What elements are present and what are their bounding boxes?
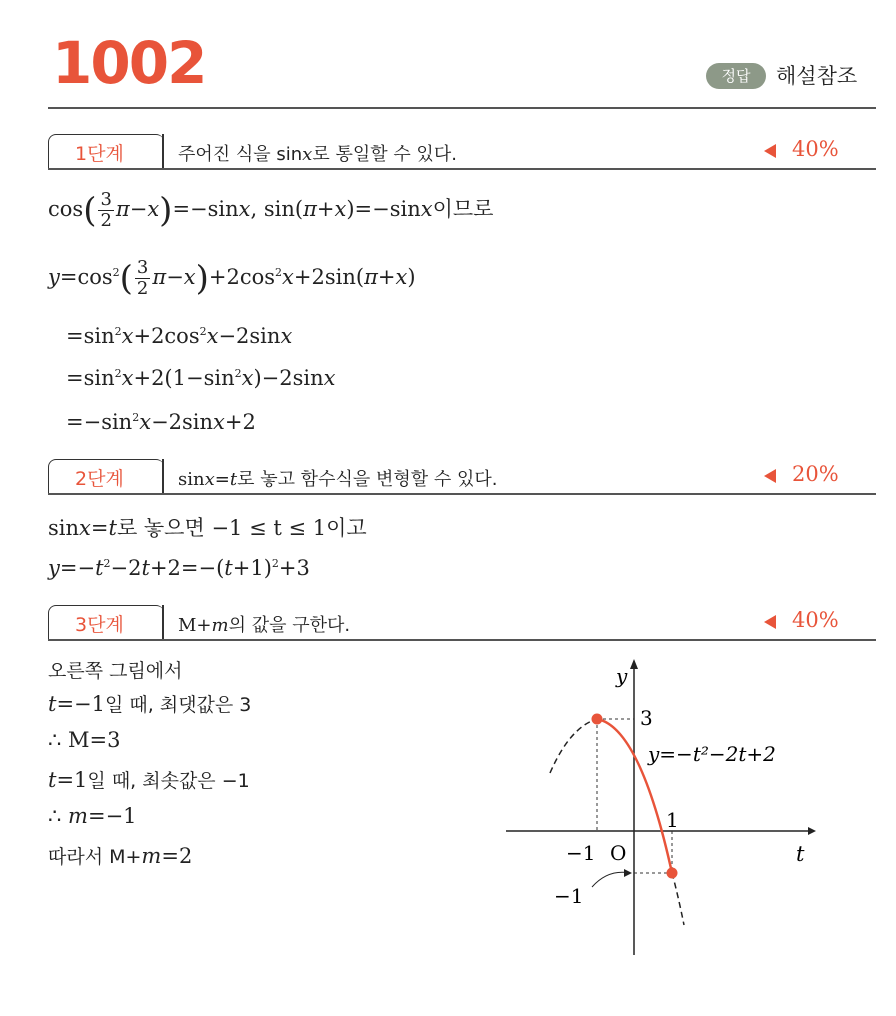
step-3-description: [178, 611, 350, 637]
origin-label: O: [610, 841, 627, 865]
step-1-desc-post: 로 통일할 수 있다.: [312, 144, 457, 165]
l4-post: =−1: [87, 804, 137, 828]
step-2-desc-var2: t: [229, 469, 238, 490]
neg-one-label: −1: [566, 841, 596, 865]
l5-post: =2: [161, 844, 193, 868]
step-3-line-5: [48, 842, 192, 869]
step-1-suffix: 이므로: [432, 196, 494, 221]
substitution-line: sinx=t로 놓으면 −1 ≤ t ≤ 1이고: [48, 516, 367, 540]
curve-equation-label: y=−t²−2t+2: [648, 742, 776, 766]
curve-left-tail: [550, 719, 597, 773]
step-1-header: [48, 134, 876, 170]
step-3-desc-pre: M+: [178, 615, 212, 636]
y-axis-arrow-icon: [630, 659, 638, 669]
step-3-line-2: ∴ M=3: [48, 728, 121, 752]
step-2-tab: [48, 459, 164, 493]
t-axis-label: t: [796, 842, 805, 866]
step-3-intro: 오른쪽 그림에서: [48, 660, 183, 682]
answer-reference: 해설참조: [776, 64, 858, 88]
curve-right-tail: [672, 873, 684, 925]
step-2-desc-pre: sin: [178, 469, 205, 490]
equation-line-2: $y=\cos^2$( $\frac{3}{2}$ $\pi-x)+2\cos^2x+2\sin(\pi+x)$: [48, 257, 416, 299]
step-2-percent: 20%: [792, 462, 839, 486]
step-3-triangle-icon: [764, 615, 776, 629]
step-2-desc-mid: =: [214, 469, 230, 490]
step-1-desc-var: x: [302, 144, 313, 165]
l3-post: 일 때, 최솟값은 −1: [87, 770, 250, 792]
answer-badge: 정답: [706, 63, 766, 89]
l5-pre: 따라서 M+: [48, 846, 142, 868]
step-1-desc-pre: 주어진 식을 sin: [178, 144, 303, 165]
parabola-graph: [490, 655, 820, 965]
step-1-tab: [48, 134, 164, 168]
step-3-tab: [48, 605, 164, 639]
l1-post: 일 때, 최댓값은 3: [105, 694, 252, 716]
l1-var: t: [48, 692, 57, 716]
equation-line-3: $=\sin^2x+2\cos^2x-2\sin x$: [66, 324, 293, 348]
l4-pre: ∴: [48, 804, 69, 828]
step-2-label: 2단계: [75, 468, 124, 490]
step-2-end: 이고: [326, 516, 367, 540]
step-2-header: [48, 459, 876, 495]
step-2-desc-post: 로 놓고 함수식을 변형할 수 있다.: [237, 469, 498, 490]
step-1-tab-edge: [162, 134, 164, 168]
step-2-description: [178, 465, 497, 491]
y-axis-label: y: [616, 664, 628, 688]
step-2-desc-var: x: [204, 469, 215, 490]
header-divider: [48, 107, 876, 109]
min-point: [667, 868, 678, 879]
l3-var: t: [48, 768, 57, 792]
min-leader-arrow-icon: [624, 869, 632, 877]
t-axis-arrow-icon: [808, 827, 816, 835]
equation-line-4: $=\sin^2x+2(1-\sin^2x)-2\sin x$: [66, 366, 336, 390]
step-1-triangle-icon: [764, 144, 776, 158]
l1-mid: =−1: [56, 692, 106, 716]
quadratic-line: $y=-t^2-2t+2=-(t+1)^2+3$: [48, 556, 310, 580]
step-1-label: 1단계: [75, 143, 124, 165]
problem-number: 1002: [52, 29, 206, 97]
step-2-suffix: 로 놓으면: [116, 516, 205, 540]
step-2-range: −1 ≤ t ≤ 1: [211, 516, 327, 540]
step-2-rule: [48, 493, 876, 495]
step-3-percent: 40%: [792, 608, 839, 632]
step-1-description: [178, 140, 457, 166]
max-point: [592, 714, 603, 725]
pos-one-label: 1: [666, 808, 679, 832]
max-value-label: 3: [640, 706, 653, 730]
equation-line-5: $=-\sin^2x-2\sin x+2$: [66, 410, 256, 434]
step-3-line-3: [48, 766, 250, 793]
step-2-triangle-icon: [764, 469, 776, 483]
step-3-line-1: [48, 690, 251, 717]
step-3-rule: [48, 639, 876, 641]
step-3-desc-post: 의 값을 구한다.: [228, 615, 351, 636]
step-1-rule: [48, 168, 876, 170]
l5-var: m: [141, 844, 162, 868]
equation-line-1: cos( $\frac{3}{2}$ π−x)=−sinx, sin(π+x)=−sinx이므로: [48, 189, 494, 231]
step-3-tab-edge: [162, 605, 164, 639]
l3-mid: =1: [56, 768, 88, 792]
step-3-label: 3단계: [75, 614, 124, 636]
step-1-percent: 40%: [792, 137, 839, 161]
step-2-tab-edge: [162, 459, 164, 493]
step-3-desc-var: m: [211, 615, 229, 636]
l4-var: m: [68, 804, 88, 828]
min-value-label: −1: [554, 884, 584, 908]
step-3-header: [48, 605, 876, 641]
step-3-line-4: [48, 804, 137, 828]
